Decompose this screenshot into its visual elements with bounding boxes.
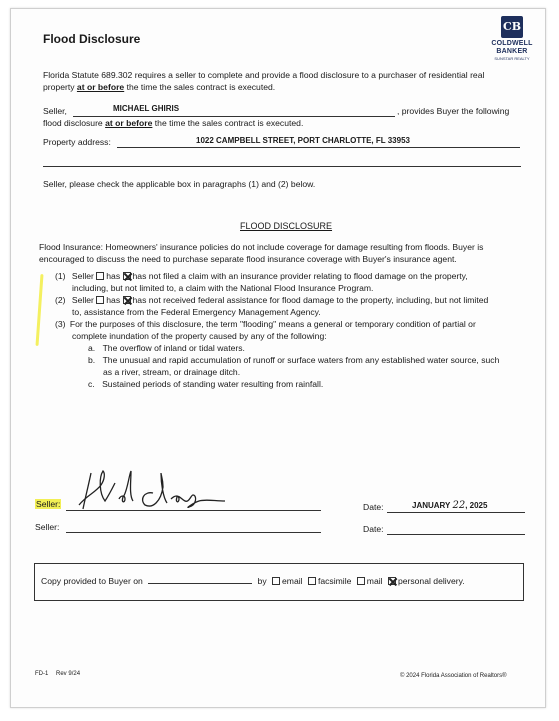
flood-disclosure-heading: FLOOD DISCLOSURE (240, 221, 333, 231)
p2-has-not-checkbox[interactable] (123, 296, 131, 304)
check-instruction: Seller, please check the applicable box in paragraphs (1) and (2) below. (43, 179, 316, 189)
address-label: Property address: (43, 137, 111, 147)
p3-line1: For the purposes of this disclosure, the term "flooding" means a general or temporary condition of partial or (69, 319, 476, 329)
paragraph-2 (55, 295, 488, 306)
insurance-line2: encouraged to discuss the need to purchase separate flood insurance coverage with Buyer's insurance agent. (39, 254, 457, 264)
p1-rest: has not filed a claim with an insurance provider relating to flood damage on the property, (132, 271, 468, 281)
paragraph-1 (55, 271, 468, 282)
insurance-line1: Flood Insurance: Homeowners' insurance policies do not include coverage for damage resulting from floods. Buyer is (39, 242, 484, 252)
seller-line2-suffix: the time the sales contract is executed. (152, 118, 304, 128)
item-c (88, 379, 323, 390)
date2-line[interactable] (387, 534, 525, 535)
p1-has-checkbox[interactable] (96, 272, 104, 280)
mail-label: mail (366, 576, 383, 586)
date1-value[interactable] (412, 500, 487, 511)
p1-num: (1) (55, 271, 66, 281)
p2-num: (2) (55, 295, 66, 305)
address-value[interactable]: 1022 CAMPBELL STREET, PORT CHARLOTTE, FL 33953 (196, 136, 410, 145)
p2-seller: Seller (71, 295, 94, 305)
seller2-signature-line[interactable] (66, 532, 321, 533)
p2-has-label: has (106, 295, 121, 305)
item-b (88, 355, 499, 366)
p2-has-checkbox[interactable] (96, 296, 104, 304)
logo-line1: COLDWELL (491, 40, 533, 47)
address-line2 (43, 166, 521, 167)
personal-delivery-checkbox[interactable] (388, 577, 396, 585)
date1-day: 22 (452, 500, 466, 511)
paragraph-3 (55, 319, 476, 330)
copy-date-line[interactable] (148, 583, 252, 584)
seller-label: Seller, (43, 106, 67, 116)
intro-line1: Florida Statute 689.302 requires a seller to complete and provide a flood disclosure to a purchaser of residential real (43, 70, 485, 80)
p1-has-not-checkbox[interactable] (123, 272, 131, 280)
p1-line2: including, but not limited to, a claim with the National Flood Insurance Program. (72, 283, 374, 293)
logo-line3: SUNSTAR REALTY (494, 56, 530, 61)
document-page (10, 8, 546, 708)
item-b-label: b. (88, 355, 96, 365)
seller-line2-prefix: flood disclosure (43, 118, 106, 128)
email-label: email (282, 576, 303, 586)
p2-line2: to, assistance from the Federal Emergency Management Agency. (72, 307, 321, 317)
p3-line2: complete inundation of the property caused by any of the following: (72, 331, 327, 341)
seller-name-value[interactable]: MICHAEL GHIRIS (113, 104, 180, 113)
address-line (117, 147, 520, 148)
item-b-text2: as a river, stream, or drainage ditch. (103, 367, 241, 377)
item-a-text: The overflow of inland or tidal waters. (102, 343, 245, 353)
form-rev: Rev 9/24 (56, 671, 81, 677)
seller-line2 (43, 118, 303, 129)
date1-line (387, 512, 525, 513)
email-checkbox[interactable] (272, 577, 280, 585)
mail-checkbox[interactable] (357, 577, 365, 585)
seller-line2-emph: at or before (105, 118, 153, 128)
seller1-label: Seller: (36, 499, 61, 509)
seller2-label: Seller: (35, 522, 60, 532)
page-title: Flood Disclosure (43, 32, 141, 46)
footer-left (35, 671, 80, 677)
item-a-label: a. (88, 343, 96, 353)
intro-line2-suffix: the time the sales contract is executed. (124, 82, 276, 92)
logo-mark-icon: CB (501, 16, 523, 38)
date2-label: Date: (363, 524, 384, 534)
seller-name-line (73, 116, 395, 117)
coldwell-banker-logo (485, 16, 539, 62)
seller1-signature-line (66, 510, 321, 511)
intro-line2-emph: at or before (76, 82, 125, 92)
facsimile-label: facsimile (317, 576, 352, 586)
copy-by: by (257, 576, 267, 586)
seller-signature[interactable] (75, 465, 245, 515)
item-a (88, 343, 245, 354)
p3-num: (3) (55, 319, 66, 329)
item-c-label: c. (88, 379, 95, 389)
p1-has-label: has (106, 271, 121, 281)
copyright: © 2024 Florida Association of Realtors® (400, 673, 507, 679)
copy-provided-row (41, 576, 465, 587)
intro-line2-prefix: property (43, 82, 77, 92)
personal-delivery-label: personal delivery. (397, 576, 465, 586)
p1-seller: Seller (71, 271, 94, 281)
copy-prefix: Copy provided to Buyer on (41, 576, 143, 586)
intro-line2 (43, 82, 275, 93)
copy-provided-box (34, 563, 524, 601)
seller-suffix: , provides Buyer the following (397, 106, 510, 116)
date1-month: JANUARY (412, 501, 453, 510)
p2-rest: has not received federal assistance for flood damage to the property, including, but not limited (132, 295, 489, 305)
item-b-text1: The unusual and rapid accumulation of runoff or surface waters from any established water source, such (102, 355, 500, 365)
facsimile-checkbox[interactable] (308, 577, 316, 585)
form-id: FD-1 (35, 671, 49, 677)
highlighter-mark (35, 274, 43, 346)
item-c-text: Sustained periods of standing water resulting from rainfall. (102, 379, 324, 389)
date1-label: Date: (363, 502, 384, 512)
date1-year: , 2025 (465, 501, 488, 510)
logo-line2: BANKER (496, 48, 528, 55)
